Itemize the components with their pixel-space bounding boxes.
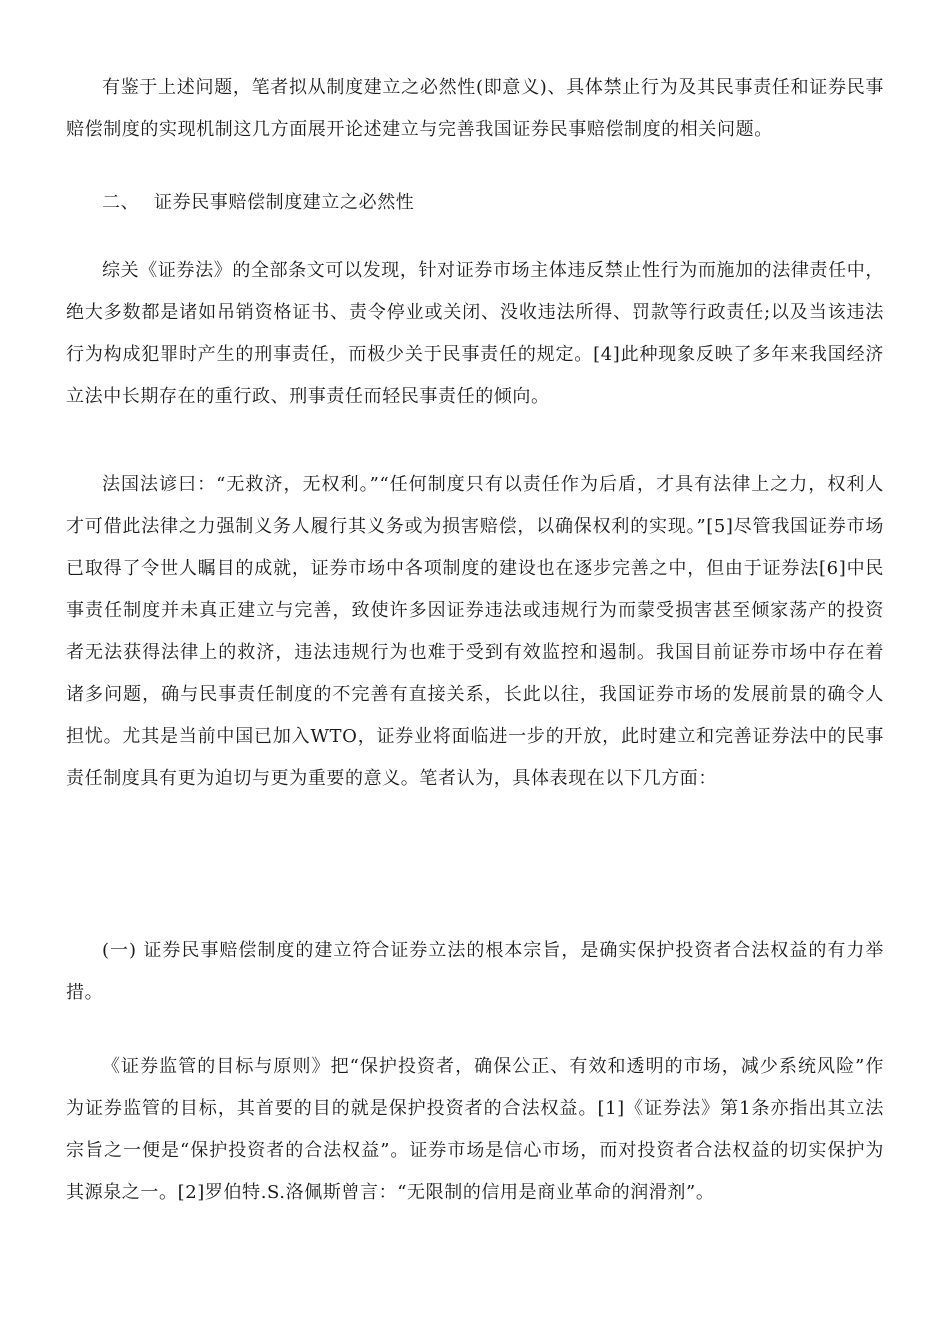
paragraph-intro: 有鉴于上述问题，笔者拟从制度建立之必然性(即意义)、具体禁止行为及其民事责任和证券民事赔偿制度的实现机制这几方面展开论述建立与完善我国证券民事赔偿制度的相关问题。	[66, 77, 884, 140]
paragraph-civil-liability: 综关《证券法》的全部条文可以发现，针对证券市场主体违反禁止性行为而施加的法律责任中，绝大多数都是诸如吊销资格证书、责令停业或关闭、没收违法所得、罚款等行政责任;以及当该违法行为构成犯罪时产生的刑事责任，而极少关于民事责任的规定。[4]此种现象反映了多年来我国经济立法中长期存在的重行政、刑事责任而轻民事责任的倾向。	[66, 260, 884, 407]
section-number: 二、	[102, 192, 140, 213]
paragraph-subsection-one: (一) 证券民事赔偿制度的建立符合证券立法的根本宗旨，是确实保护投资者合法权益的有力举措。	[66, 940, 884, 1003]
section-heading	[102, 182, 414, 224]
section-title: 证券民事赔偿制度建立之必然性	[154, 192, 415, 213]
paragraph-regulation-goals: 《证券监管的目标与原则》把“保护投资者，确保公正、有效和透明的市场，减少系统风险”作为证券监管的目标，其首要的目的就是保护投资者的合法权益。[1]《证券法》第1条亦指出其立法宗旨之一便是“保护投资者的合法权益”。证券市场是信心市场，而对投资者合法权益的切实保护为其源泉之一。[2]罗伯特.S.洛佩斯曾言：“无限制的信用是商业革命的润滑剂”。	[66, 1056, 884, 1203]
paragraph-french-maxim: 法国法谚曰：“无救济，无权利。”“任何制度只有以责任作为后盾，才具有法律上之力，权利人才可借此法律之力强制义务人履行其义务或为损害赔偿，以确保权利的实现。”[5]尽管我国证券市场已取得了令世人瞩目的成就，证券市场中各项制度的建设也在逐步完善之中，但由于证券法[6]中民事责任制度并未真正建立与完善，致使许多因证券违法或违规行为而蒙受损害甚至倾家荡产的投资者无法获得法律上的救济，违法违规行为也难于受到有效监控和遏制。我国目前证券市场中存在着诸多问题，确与民事责任制度的不完善有直接关系，长此以往，我国证券市场的发展前景的确令人担忧。尤其是当前中国已加入WTO，证券业将面临进一步的开放，此时建立和完善证券法中的民事责任制度具有更为迫切与更为重要的意义。笔者认为，具体表现在以下几方面：	[66, 474, 884, 789]
